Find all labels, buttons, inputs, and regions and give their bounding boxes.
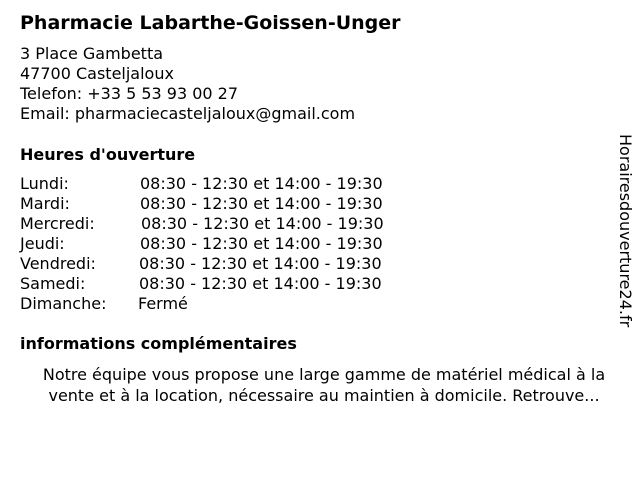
email-address: Email: pharmaciecasteljaloux@gmail.com	[20, 104, 356, 123]
hours-time-value: 08:30 - 12:30 et 14:00 - 19:30	[139, 274, 382, 293]
hours-time-value: 08:30 - 12:30 et 14:00 - 19:30	[139, 254, 382, 273]
hours-day-label: Jeudi:	[20, 234, 65, 253]
hours-time-value: 08:30 - 12:30 et 14:00 - 19:30	[140, 174, 383, 193]
hours-day-label: Samedi:	[20, 274, 86, 293]
address-block	[20, 44, 355, 124]
hours-time-value: Fermé	[138, 294, 188, 313]
address-city: 47700 Casteljaloux	[20, 64, 174, 83]
additional-info-heading: informations complémentaires	[20, 334, 297, 353]
additional-info-text	[16, 364, 632, 406]
watermark-text: Horairesdouverture24.fr	[616, 134, 635, 328]
hours-day-label: Vendredi:	[20, 254, 96, 273]
hours-day-label: Lundi:	[20, 174, 69, 193]
hours-day-label: Dimanche:	[20, 294, 107, 313]
site-watermark	[614, 134, 636, 344]
address-street: 3 Place Gambetta	[20, 44, 164, 63]
hours-time-value: 08:30 - 12:30 et 14:00 - 19:30	[141, 214, 384, 233]
phone-number: Telefon: +33 5 53 93 00 27	[20, 84, 239, 103]
hours-day-label: Mercredi:	[20, 214, 95, 233]
opening-hours-heading: Heures d'ouverture	[20, 145, 196, 164]
info-text-line: Notre équipe vous propose une large gamme de matériel médical à la	[42, 365, 606, 384]
hours-day-label: Mardi:	[20, 194, 70, 213]
info-text-line: vente et à la location, nécessaire au maintien à domicile. Retrouve...	[48, 386, 600, 405]
hours-time-value: 08:30 - 12:30 et 14:00 - 19:30	[140, 194, 383, 213]
hours-time-value: 08:30 - 12:30 et 14:00 - 19:30	[140, 234, 383, 253]
pharmacy-name: Pharmacie Labarthe-Goissen-Unger	[20, 12, 401, 34]
